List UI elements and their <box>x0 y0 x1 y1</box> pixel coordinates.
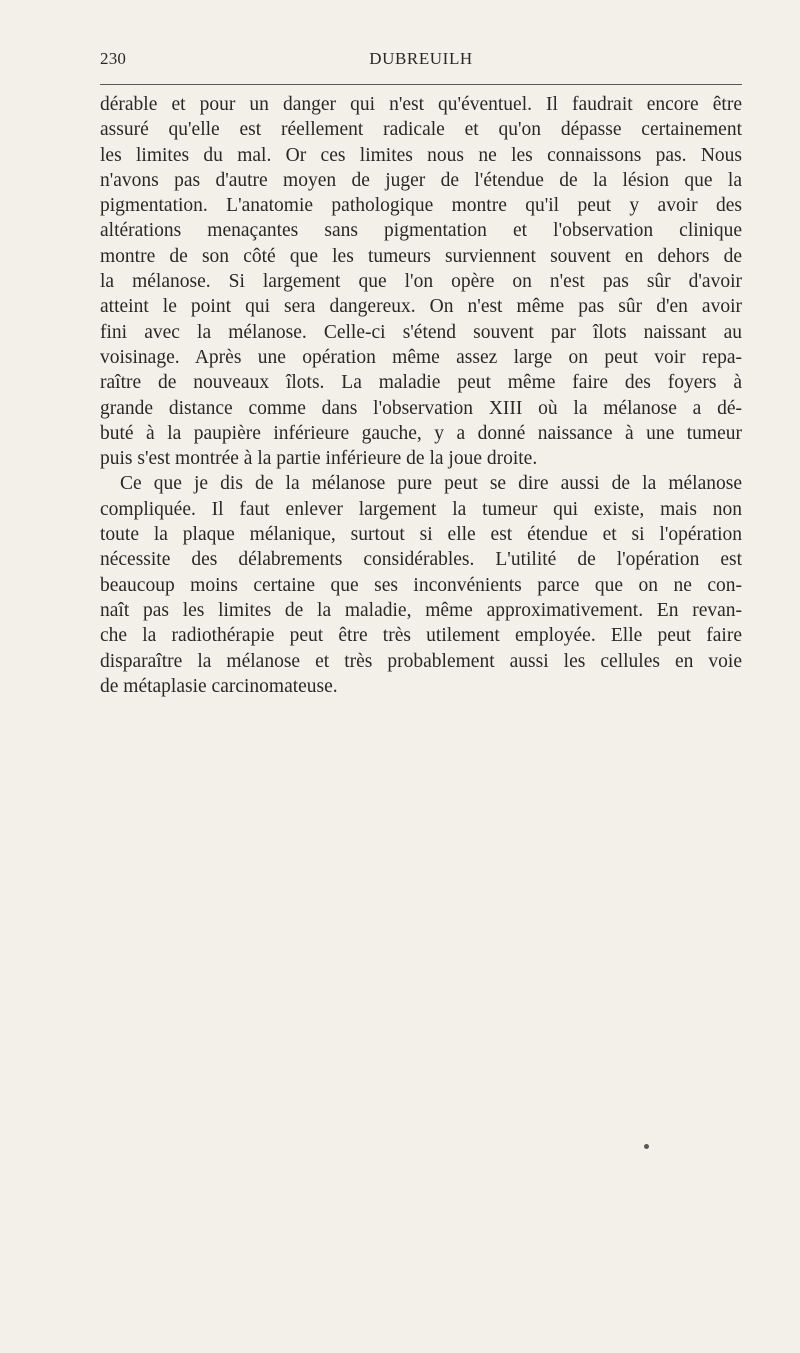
text-line: la mélanose. Si largement que l'on opère on n'est pas sûr d'avoir <box>100 271 742 293</box>
text-line: voisinage. Après une opération même assez large on peut voir repa- <box>100 346 742 368</box>
page-header <box>100 47 742 71</box>
text-line: toute la plaque mélanique, surtout si elle est étendue et si l'opération <box>100 524 742 546</box>
text-line: les limites du mal. Or ces limites nous ne les connaissons pas. Nous <box>100 144 742 166</box>
text-line: pigmentation. L'anatomie pathologique montre qu'il peut y avoir des <box>100 195 742 217</box>
text-line: nécessite des délabrements considérables. L'utilité de l'opération est <box>100 549 742 571</box>
text-line: de métaplasie carcinomateuse. <box>100 675 338 697</box>
paragraph-1 <box>100 92 742 471</box>
text-line: buté à la paupière inférieure gauche, y a donné naissance à une tumeur <box>100 422 742 444</box>
text-line: grande distance comme dans l'observation XIII où la mélanose a dé- <box>100 397 742 419</box>
text-line: dérable et pour un danger qui n'est qu'éventuel. Il faudrait encore être <box>100 94 742 115</box>
text-line: disparaître la mélanose et très probablement aussi les cellules en voie <box>100 650 742 672</box>
header-rule <box>100 84 742 85</box>
text-line: n'avons pas d'autre moyen de juger de l'étendue de la lésion que la <box>100 169 742 191</box>
text-line: Ce que je dis de la mélanose pure peut se dire aussi de la mélanose <box>120 473 742 495</box>
text-line: compliquée. Il faut enlever largement la tumeur qui existe, mais non <box>100 498 742 520</box>
text-line: atteint le point qui sera dangereux. On n'est même pas sûr d'en avoir <box>100 296 742 318</box>
text-line: che la radiothérapie peut être très utilement employée. Elle peut faire <box>100 625 742 647</box>
text-line: naît pas les limites de la maladie, même approximativement. En revan- <box>100 599 742 621</box>
text-line: raître de nouveaux îlots. La maladie peut même faire des foyers à <box>100 372 742 394</box>
page-number: 230 <box>100 49 127 68</box>
ink-speck <box>644 1144 649 1149</box>
body-text <box>100 92 742 699</box>
text-line: altérations menaçantes sans pigmentation et l'observation clinique <box>100 220 742 242</box>
text-line: beaucoup moins certaine que ses inconvénients parce que on ne con- <box>100 574 742 596</box>
text-line: puis s'est montrée à la partie inférieure de la joue droite. <box>100 448 538 470</box>
paragraph-2 <box>100 471 742 699</box>
text-line: assuré qu'elle est réellement radicale et qu'on dépasse certainement <box>100 119 742 141</box>
text-line: fini avec la mélanose. Celle-ci s'étend souvent par îlots naissant au <box>100 321 742 343</box>
running-head: DUBREUILH <box>369 49 473 68</box>
text-line: montre de son côté que les tumeurs surviennent souvent en dehors de <box>100 245 742 267</box>
